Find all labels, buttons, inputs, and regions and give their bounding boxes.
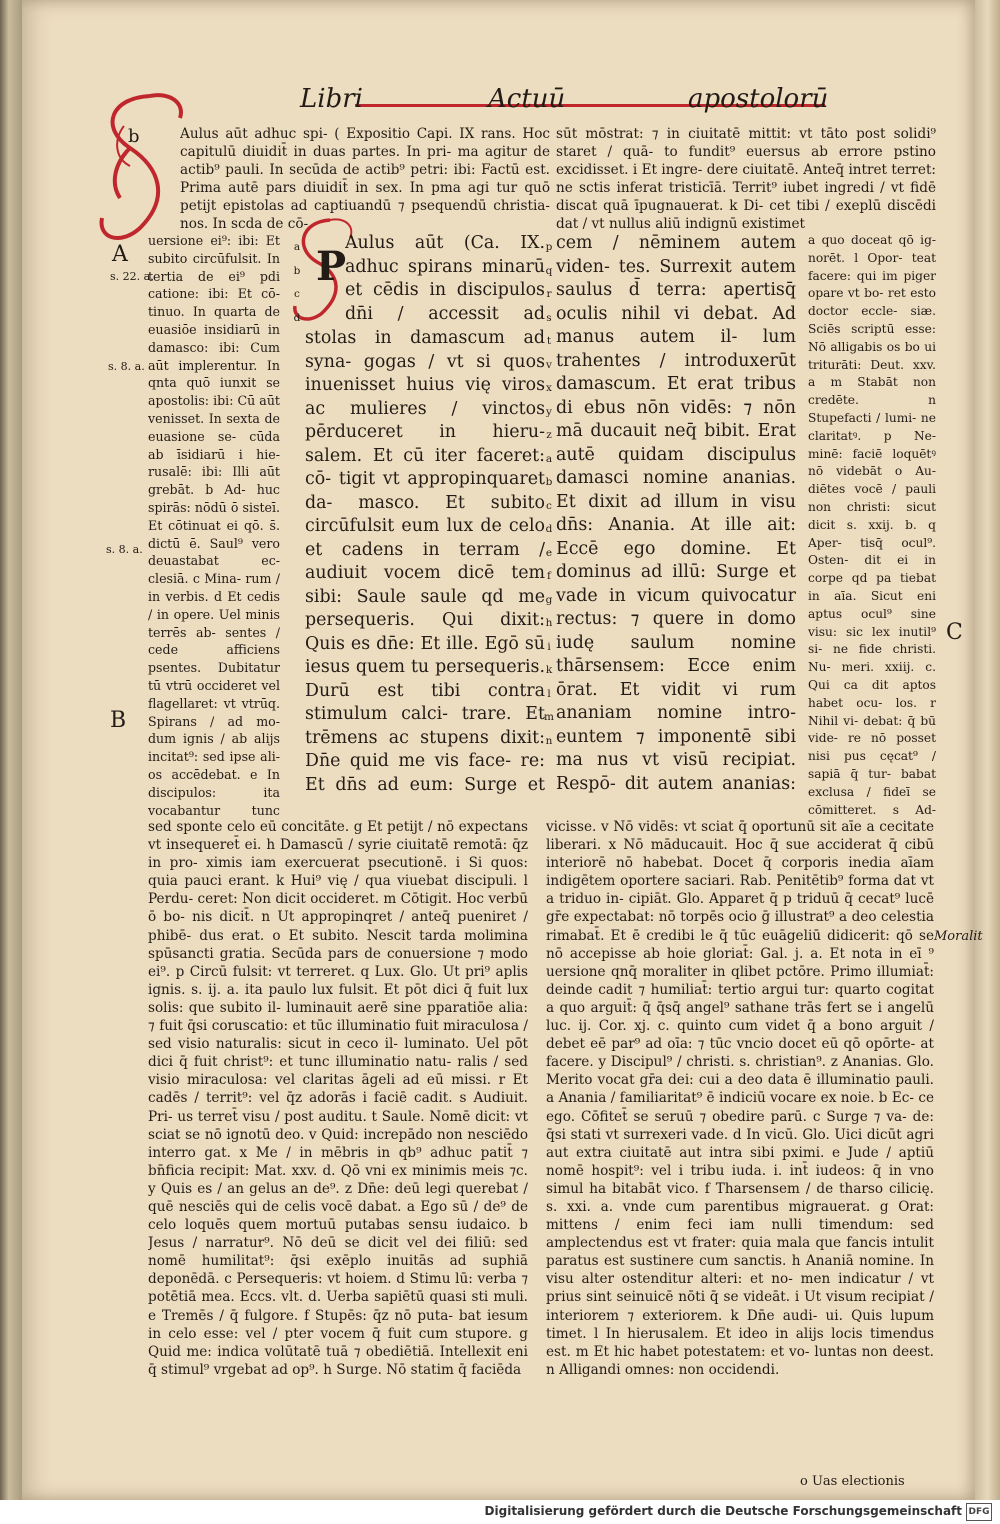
footer-credit: Digitalisierung gefördert durch die Deutsche Forschungsgemeinschaft: [484, 1504, 962, 1518]
margin-ref-a: s. 22. a.: [110, 270, 154, 283]
letter-keys-right: p q r s t v x y z a b c d e f g h i k l m n: [544, 241, 554, 747]
main-text-left-first: Aulus aūt (Ca. IX. adhuc spirans minarū et cēdis in discipulos dn̄i / accessit ad: [345, 233, 545, 324]
letter-keys-left: a b c d: [293, 241, 301, 324]
commentary-top-left: Aulus aūt adhuc spi- ( Expositio Capi. IX rans. Hoc capitulū diuidit̄ in duas partes. In pri- ma agitur de actib⁹ pauli. In secūda de actib⁹ petri: ibi: Factū est. Prima autē pars diuidit̄ in sex. In pma agi tur quō petijt epistolas ad captiuandū ⁊ psequendū christia- nos. In scda de cō-: [180, 126, 550, 233]
margin-letter-a: A: [112, 242, 128, 267]
margin-letter-c: C: [946, 620, 963, 645]
book-spine: [0, 0, 22, 1500]
header-center: Actuū: [488, 84, 566, 114]
margin-hand-b: b: [128, 126, 140, 147]
margin-moralit: Moralit: [934, 929, 983, 944]
page-edges: [975, 0, 1000, 1500]
main-text-right: cem / nēminem autem viden- tes. Surrexit autem saulus d̄ terra: apertisq̄ oculis nihil vi debat. Ad manus autem il- lum trahentes / introduxerūt damascum. Et erat tribus di ebus nōn vidēs: ⁊ nōn mā ducauit neq̄ bibit. Erat autē quidam discipulus damasci nomine ananias. Et dixit ad illum in visu dn̄s: Anania. At ille ait: Eccē ego domine. Et dominus ad illū: Surge et vade in vicum quivocatur rectus: ⁊ quere in domo iudę saulum nomine thārsensem: Ecce enim ōrat. Et vidit vi rum ananiam nomine intro- euntem ⁊ imponentē sibi ma nus vt visū recipiat. Respō- dit autem ananias:: [556, 233, 796, 794]
header-right: apostolorū: [688, 84, 829, 114]
catchword-line: o Uas electionis: [800, 1474, 905, 1489]
main-text-left: stolas in damascum ad syna- gogas / vt si quos inuenisset huius vię viros ac mulieres / vinctos pērduceret in hieru- salem. Et cū iter faceret: cō- tigit vt appropinquaret da- masco. Et subito circūfulsit eum lux de celo et cadens in terram / audiuit vocem dicē tem sibi: Saule saule qd me persequeris. Qui dixit: Quis es dn̄e: Et ille. Egō sū iesus quem tu persequeris. Durū est tibi contra stimulum calci- trare. Et trēmens ac stupens dixit: Dn̄e quid me vis face- re: Et dn̄s ad eum: Surge et: [305, 328, 545, 795]
commentary-right-narrow: a quo doceat qō ig- norēt. l Opor- teat facere: qui im piger opare vt bo- ret esto doctor eccle- siæ. Sciēs scriptū esse: Nō alligabis os bo ui triturāti: Deut. xxv. a m Stabāt non credēte. n Stupefacti / lumi- ne claritatꝰ. p Ne- minē: faciē loquētꝰ nō videbāt o Au- diētes vocē / pauli non christi: sicut dicit s. xxij. b. q Aper- tisq̄ ocul⁹. Osten- dit ei in corpe qd pa tiebat in aīa. Sicut eni aptus ocul⁹ sine visu: sic lex inutil⁹ si- ne fide christi. Nu- meri. xxiij. c. Qui ca dit aptos habet ocu- los. r Nihil vi- debat: q̄ bū vide- re nō posset nisi pus cęcat⁹ / sapiā q̄ tur- babat exclusa / fideī se cōmitteret. s Ad-: [808, 233, 936, 817]
margin-ref-3: s. 8. a.: [106, 543, 143, 556]
printed-initial: P: [316, 243, 347, 290]
margin-ref-2: s. 8. a.: [108, 360, 145, 373]
commentary-top-right: sūt mōstrat: ⁊ in ciuitatē mittit: vt tāto post solidi⁹ staret / quā- to fundit⁹ euersus ab errore pstino excidisset. i Et ingre- dere ciuitatē. Anteq̄ intret terret: ne sctis inferat tristicīā. Territ⁹ iubet ingredi / vt fidē discat quā īpugnauerat. k Di- cet tibi / exeplū discēdi dat / vt nullus aliū indignū existimet: [556, 126, 936, 233]
lower-commentary-left: sed sponte celo eū concitāte. g Et petijt / nō expectans vt insequeret̄ ei. h Damascū / syrie ciuitatē remotā: q̄z in pro- ximis iam exercuerat psecutionē. i Si quos: quia pauci erant. k Hui⁹ vię / qua viuebat discipuli. l Perdu- ceret: Non dicit occideret. m Cōtigit. Hoc verbū ō bo- nis dicit̄. n Ut appropinqret / anteq̄ pueniret / phibē- dus erat. o Et subito. Nescit tarda molimina spūsancti gratia. Secūda pars de conuersione ⁊ modo ei⁹. p Circū fulsit: vt terreret. q Lux. Glo. Ut pri⁹ aplis ignis. s. ij. a. ita paulo lux fulsit. Et pōt dici q̄ fuit lux solis: que subito il- luminauit aerē sine pparatiōe alia: ⁊ fuit q̄si coruscatio: et tūc illuminatio fuit miraculosa / sed visio naturalis: sicut in ceco il- luminato. Uel pōt dici q̄ fuit christ⁹: et tunc illuminatio natu- ralis / sed visio miraculosa: vel claritas āgeli ad eū missi. r Et cadēs / territ⁹: vel q̄z adorās i faciē cadit. s Audiuit. Pri- us terret̄ visu / post auditu. t Saule. Nomē dicit: vt sciat se nō ignotū deo. v Quid: increpādo non nesciēdo interro gat. x Me / in mēbris in qb⁹ adhuc patit̄ ⁊ bn̄ficia recipit: Mat. xxv. d. Qō vni ex minimis meis ⁊c. y Quis es / an gelus an de⁹. z Dn̄e: deū legi querebat / quē nesciēs qui de celis vocē dabat. a Ego sū / de⁹ de celo loquēs quem mortuū putabas sensu iudaico. b Jesus / narratur⁹. Nō deū se dicit vel dei filiū: sed nomē humilitat⁹: q̄si exēplo inuitās ad suphiā deponēdā. c Persequeris: vt hoiem. d Stimu lū: verba ⁊ potētiā mea. Eccs. vlt. d. Uerba sapiētū quasi sti muli. e Tremēs / q̄ fulgore. f Stupēs: q̄z nō puta- bat iesum in celo esse: vel / pter vocem q̄ fuit cum stupore. g Quid me: indica volūtatē tuā ⁊ obediētiā. Intellexit eni q̄ stimul⁹ vrgebat ad op⁹. h Surge. Nō statim q̄ faciēda: [148, 819, 528, 1378]
commentary-left-narrow: uersione ei⁹: ibi: Et subito circūfulsit. In tertia de ei⁹ pdi catione: ibi: Et cō- tinuo. In quarta de euasiōe insidiarū in damasco: ibi: Cum aūt implerentur. In qnta quō iunxit se apostolis: ibi: Cū aūt venisset. In sexta de euasione se- cūda ab īsidiarū i hie- rusalē: ibi: Illi aūt grebāt. b Ad- huc spirās: nōdū ō sisteī. Et cōtinuat ei qō. s̄. dictū ē. Saul⁹ vero deuastabat ec- clesiā. c Mina- rum / in verbis. d Et cedis / in opere. Uel minis terrēs ab- sentes / cede afficiens psentes. Dubitatur tū vtrū occideret vel flagellaret: vt vtrūq. Spirans / ad mo- dum ignis / ab alijs incitat⁹: sed ipse ali- os accēdebat. e In discipulos: ita vocabantur tunc: [148, 233, 280, 818]
lower-commentary-right: vicisse. v Nō vidēs: vt sciat q̄ oportunū sit aīe a cecitate liberari. x Nō māducauit. Hoc q̄ sue acciderat q̄ cibū interiorē nō habebat. Docet q̄ corporis inedia aīam indigētem oportere saciari. Rab. Penitētib⁹ forma dat vt a triduo in- cipiāt. Glo. Apparet q̄ p triduū q̄ cecat⁹ lucē gr̄e expectabat: nō torpēs ocio ḡ illustrat⁹ a deo celestia rimabat̄. Et ē credibi le q̄ tūc euāgeliū didicerit: qō se nō accepisse ab hoie gloriat̄: Gal. j. a. Et nota in eī ⁹ uersione qnq̄ moraliter in qlibet pctōre. Primo illumiat̄: deinde cadit ⁊ humiliat̄: tertio argui tur: quarto cogitat a quo arguit̄: q̄ q̄sq̄ angel⁹ sathane trās fert se i angelū luc. ij. Cor. xj. c. quinto cum videt q̄ a bono arguit / debet eē par⁹ ad oīa: ⁊ tūc vncio docet eū qō opōrte- at facere. y Discipul⁹ / christi. s. christian⁹. z Ananias. Glo. Merito vocat gr̄a dei: cui a deo data ē illuminatio pauli. a Anania / familiaritat⁹ ē indiciū vocare ex noie. b Ec- ce ego. Cōfitet̄ se seruū ⁊ obedire parū. c Surge ⁊ va- de: q̄si stati vt surrexeri vade. d In vicū. Glo. Uici dicūt agri aut extra ciuitatē aut intra sibi pximi. e Jude / aptiū nomē hospit⁹: vel i tribu iuda. i. int̄ iudeos: q̄ in vno simul ha bitabāt vico. f Tharsensem / de tharso cilicię. s. xxi. a. vnde cum parentibus migrauerat. g Orat: mittens / enim feci iam nulli timendum: sed amplectendus est vt frater: quia mala que fancis intulit paratus est sustinere cum sanctis. h Ananiā nomine. In visu alter ostenditur alteri: et no- men indicatur / vt prius sint seinuicē nōti q̄ se videāt. i Ut visum recipiat / interiorem ⁊ exteriorem. k Dn̄e audi- ui. Quis lupum timet. l In hierusalem. Et ideo in alijs locis timendus est. m Et hic habet potestatem: et vo- luntas non deest. n Alligandi omnes: non occidendi.: [546, 819, 934, 1378]
footer-bar: [0, 1500, 1000, 1524]
header-left: Libri: [300, 84, 363, 114]
dfg-logo: DFG: [966, 1503, 992, 1521]
margin-letter-b: B: [110, 708, 127, 733]
